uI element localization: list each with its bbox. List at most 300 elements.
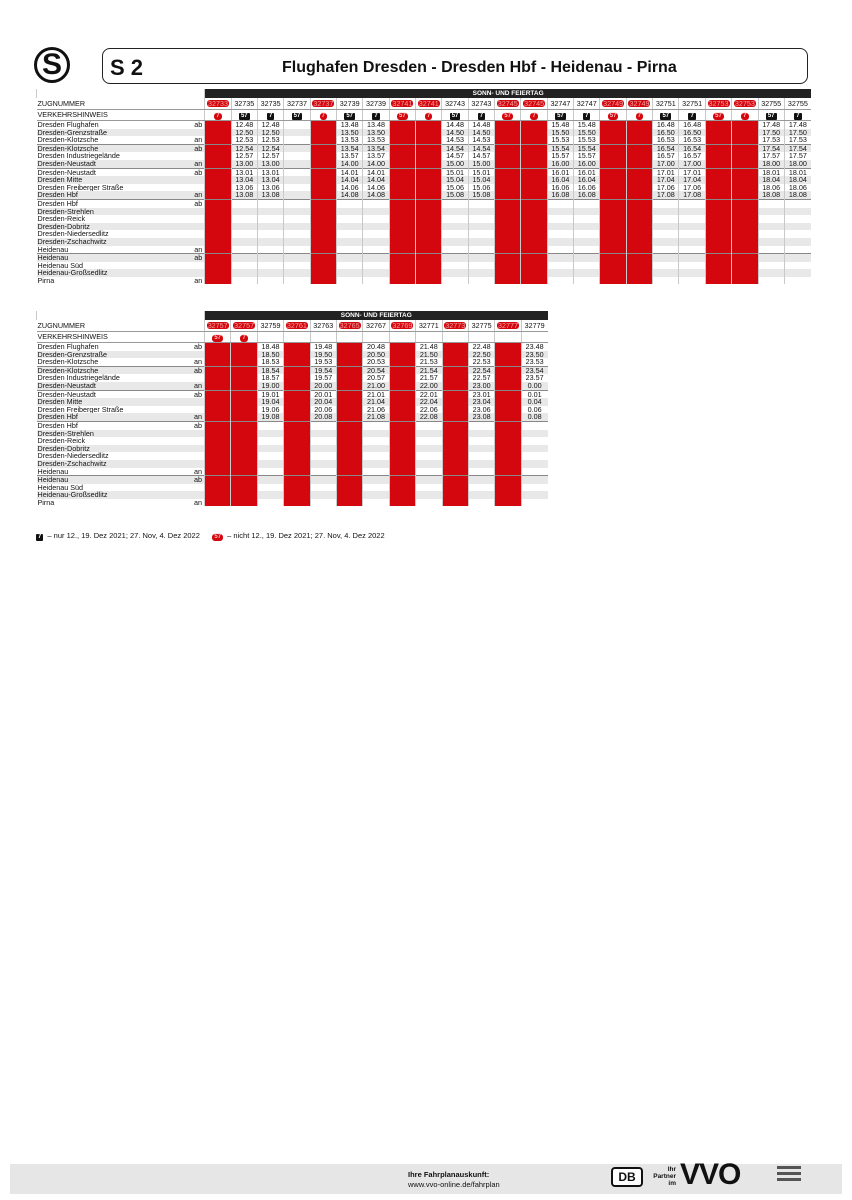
time-cell bbox=[758, 269, 784, 277]
time-cell bbox=[257, 460, 283, 468]
time-cell: 15.04 bbox=[442, 176, 468, 184]
time-cell bbox=[442, 437, 468, 445]
station-row bbox=[37, 406, 548, 414]
time-cell: 13.48 bbox=[363, 121, 389, 129]
train-number: 32749 bbox=[626, 98, 652, 110]
train-number: 32735 bbox=[231, 98, 257, 110]
time-cell bbox=[389, 406, 415, 414]
time-cell: 19.08 bbox=[257, 413, 283, 421]
arr-dep-marker: an bbox=[194, 245, 203, 254]
time-cell bbox=[231, 374, 257, 382]
note-badge: 57 bbox=[240, 112, 248, 119]
time-cell bbox=[495, 262, 521, 270]
time-cell bbox=[389, 484, 415, 492]
time-cell bbox=[521, 277, 547, 285]
time-cell bbox=[231, 421, 257, 429]
station-row bbox=[37, 437, 548, 445]
time-cell bbox=[521, 468, 547, 476]
time-cell bbox=[416, 254, 442, 262]
time-cell: 22.48 bbox=[468, 343, 494, 351]
train-number: 32745 bbox=[521, 98, 547, 110]
time-cell bbox=[284, 238, 310, 246]
time-cell bbox=[363, 421, 389, 429]
time-cell bbox=[231, 484, 257, 492]
time-cell bbox=[705, 246, 731, 254]
section-title: SONN- UND FEIERTAG bbox=[205, 311, 548, 320]
time-cell bbox=[205, 269, 231, 277]
note-badge: 7 bbox=[637, 112, 642, 119]
time-cell bbox=[653, 246, 679, 254]
time-cell bbox=[284, 406, 310, 414]
station-name: Dresden-Grenzstraße bbox=[37, 129, 177, 137]
time-cell bbox=[416, 484, 442, 492]
time-cell bbox=[495, 343, 521, 351]
time-cell bbox=[600, 277, 626, 285]
time-cell: 18.57 bbox=[257, 374, 283, 382]
time-cell bbox=[257, 452, 283, 460]
note-cell bbox=[521, 332, 547, 343]
time-cell bbox=[310, 460, 336, 468]
time-cell bbox=[468, 215, 494, 223]
station-row bbox=[37, 230, 812, 238]
time-cell bbox=[784, 199, 811, 207]
station-row bbox=[37, 358, 548, 366]
time-cell bbox=[468, 491, 494, 499]
time-cell bbox=[653, 262, 679, 270]
time-cell bbox=[574, 208, 600, 216]
time-cell bbox=[205, 437, 231, 445]
time-cell bbox=[231, 390, 257, 398]
time-cell: 20.57 bbox=[363, 374, 389, 382]
time-cell bbox=[284, 343, 310, 351]
time-cell bbox=[336, 468, 362, 476]
station-name: Heidenau bbox=[37, 467, 69, 476]
train-number: 32751 bbox=[679, 98, 705, 110]
time-cell bbox=[600, 191, 626, 199]
station-row bbox=[37, 144, 812, 152]
time-cell bbox=[626, 160, 652, 168]
time-cell bbox=[389, 246, 415, 254]
note-cell bbox=[310, 332, 336, 343]
time-cell bbox=[758, 238, 784, 246]
note-cell bbox=[574, 110, 600, 121]
time-cell bbox=[732, 160, 758, 168]
time-cell: 17.57 bbox=[758, 152, 784, 160]
time-cell: 13.48 bbox=[337, 121, 363, 129]
time-cell bbox=[495, 452, 521, 460]
time-cell bbox=[205, 366, 231, 374]
note-badge: 7 bbox=[532, 112, 536, 119]
time-cell bbox=[284, 413, 310, 421]
time-cell bbox=[758, 223, 784, 231]
time-cell: 15.48 bbox=[547, 121, 573, 129]
time-cell bbox=[205, 499, 231, 507]
time-cell bbox=[205, 374, 231, 382]
time-cell bbox=[574, 269, 600, 277]
arr-dep-marker bbox=[177, 398, 205, 406]
time-cell bbox=[363, 468, 389, 476]
time-cell bbox=[442, 421, 468, 429]
arr-dep-marker bbox=[177, 184, 205, 192]
time-cell bbox=[257, 215, 283, 223]
time-cell bbox=[205, 430, 231, 438]
time-cell bbox=[495, 277, 521, 285]
time-cell bbox=[337, 238, 363, 246]
time-cell bbox=[231, 491, 257, 499]
time-cell: 13.08 bbox=[231, 191, 257, 199]
note-cell bbox=[416, 332, 442, 343]
time-cell bbox=[495, 168, 521, 176]
time-cell bbox=[389, 499, 415, 507]
time-cell: 16.57 bbox=[653, 152, 679, 160]
time-cell bbox=[416, 246, 442, 254]
station-row bbox=[37, 491, 548, 499]
time-cell bbox=[310, 184, 336, 192]
station-row bbox=[37, 343, 548, 351]
station-name: Dresden Flughafen bbox=[37, 343, 177, 351]
note-cell bbox=[468, 110, 494, 121]
time-cell bbox=[442, 343, 468, 351]
time-cell bbox=[337, 262, 363, 270]
time-cell bbox=[626, 269, 652, 277]
time-cell: 19.04 bbox=[257, 398, 283, 406]
station-row bbox=[37, 413, 548, 421]
time-cell bbox=[231, 199, 257, 207]
arr-dep-marker bbox=[177, 430, 205, 438]
time-cell bbox=[468, 468, 494, 476]
time-cell bbox=[547, 269, 573, 277]
time-cell bbox=[205, 262, 231, 270]
time-cell bbox=[363, 208, 389, 216]
time-cell bbox=[679, 199, 705, 207]
time-cell bbox=[495, 152, 521, 160]
station-row bbox=[37, 499, 548, 507]
time-cell: 13.01 bbox=[257, 168, 283, 176]
time-cell: 23.04 bbox=[468, 398, 494, 406]
time-cell bbox=[205, 254, 231, 262]
time-cell bbox=[416, 230, 442, 238]
time-cell: 14.01 bbox=[337, 168, 363, 176]
time-cell: 15.08 bbox=[468, 191, 494, 199]
time-cell bbox=[547, 230, 573, 238]
time-cell: 13.53 bbox=[363, 136, 389, 144]
time-cell: 0.04 bbox=[521, 398, 547, 406]
time-cell bbox=[389, 168, 415, 176]
station-row bbox=[37, 254, 812, 262]
time-cell bbox=[389, 413, 415, 421]
arr-dep-marker bbox=[177, 452, 205, 460]
time-cell bbox=[600, 152, 626, 160]
time-cell: 17.54 bbox=[784, 144, 811, 152]
station-name: Dresden-Strehlen bbox=[37, 430, 177, 438]
time-cell bbox=[310, 476, 336, 484]
time-cell: 14.04 bbox=[363, 176, 389, 184]
note-label: VERKEHRSHINWEIS bbox=[37, 332, 205, 343]
time-cell bbox=[705, 238, 731, 246]
arr-dep-marker bbox=[177, 152, 205, 160]
time-cell: 13.54 bbox=[363, 144, 389, 152]
time-cell: 22.04 bbox=[416, 398, 442, 406]
station-name: Dresden-Neustadt bbox=[37, 168, 177, 176]
time-cell: 15.50 bbox=[574, 129, 600, 137]
note-cell bbox=[679, 110, 705, 121]
time-cell bbox=[495, 421, 521, 429]
arr-dep-marker: an bbox=[177, 413, 205, 421]
time-cell bbox=[521, 484, 547, 492]
time-cell bbox=[732, 223, 758, 231]
arr-dep-marker bbox=[177, 223, 205, 231]
time-cell bbox=[389, 152, 415, 160]
time-cell bbox=[231, 468, 257, 476]
time-cell bbox=[363, 223, 389, 231]
time-cell bbox=[416, 445, 442, 453]
time-cell bbox=[284, 168, 310, 176]
legend-code-1: 7 bbox=[38, 534, 42, 540]
time-cell bbox=[626, 254, 652, 262]
time-cell bbox=[257, 437, 283, 445]
note-badge: 7 bbox=[374, 112, 378, 119]
time-cell bbox=[205, 468, 231, 476]
time-cell bbox=[416, 144, 442, 152]
time-cell bbox=[705, 215, 731, 223]
time-cell bbox=[705, 136, 731, 144]
time-cell bbox=[495, 390, 521, 398]
time-cell bbox=[784, 223, 811, 231]
time-cell bbox=[284, 152, 310, 160]
time-cell bbox=[416, 129, 442, 137]
time-cell bbox=[495, 476, 521, 484]
time-cell bbox=[653, 254, 679, 262]
time-cell bbox=[389, 230, 415, 238]
time-cell bbox=[389, 445, 415, 453]
time-cell bbox=[732, 121, 758, 129]
time-cell bbox=[310, 468, 336, 476]
time-cell bbox=[257, 430, 283, 438]
time-cell bbox=[284, 144, 310, 152]
time-cell: 12.57 bbox=[231, 152, 257, 160]
time-cell bbox=[336, 476, 362, 484]
time-cell bbox=[521, 208, 547, 216]
time-cell bbox=[574, 246, 600, 254]
station-row bbox=[37, 238, 812, 246]
time-cell bbox=[231, 351, 257, 359]
time-cell: 21.04 bbox=[363, 398, 389, 406]
station-name: Dresden-Niedersedlitz bbox=[37, 230, 109, 238]
station-name: Heidenau-Großsedlitz bbox=[37, 269, 177, 277]
arr-dep-marker bbox=[177, 208, 205, 216]
time-cell bbox=[521, 254, 547, 262]
arr-dep-marker: ab bbox=[177, 390, 205, 398]
time-cell bbox=[600, 254, 626, 262]
station-row bbox=[37, 374, 548, 382]
time-cell: 23.50 bbox=[521, 351, 547, 359]
arr-dep-marker bbox=[177, 129, 205, 137]
time-cell bbox=[653, 199, 679, 207]
time-cell bbox=[600, 238, 626, 246]
time-cell: 16.04 bbox=[547, 176, 573, 184]
time-cell bbox=[495, 208, 521, 216]
time-cell bbox=[626, 144, 652, 152]
time-cell bbox=[600, 269, 626, 277]
footer-info-link[interactable]: www.vvo-online.de/fahrplan bbox=[408, 1180, 500, 1189]
time-cell bbox=[205, 144, 231, 152]
time-cell bbox=[310, 484, 336, 492]
time-cell bbox=[495, 351, 521, 359]
arr-dep-marker bbox=[177, 269, 205, 277]
time-cell bbox=[600, 176, 626, 184]
time-cell: 14.57 bbox=[468, 152, 494, 160]
time-cell bbox=[442, 223, 468, 231]
time-cell bbox=[205, 398, 231, 406]
station-name: Dresden Mitte bbox=[37, 176, 177, 184]
time-cell: 23.54 bbox=[521, 366, 547, 374]
note-cell bbox=[495, 110, 521, 121]
time-cell bbox=[468, 262, 494, 270]
time-cell bbox=[284, 129, 310, 137]
train-number: 32757 bbox=[205, 320, 231, 332]
time-cell bbox=[231, 499, 257, 507]
time-cell: 17.48 bbox=[758, 121, 784, 129]
time-cell bbox=[495, 406, 521, 414]
time-cell bbox=[389, 382, 415, 390]
legend-text-2: – nicht 12., 19. Dez 2021; 27. Nov, 4. Dez 2022 bbox=[225, 531, 385, 540]
time-cell: 18.50 bbox=[257, 351, 283, 359]
time-cell bbox=[416, 277, 442, 285]
time-cell: 18.08 bbox=[758, 191, 784, 199]
train-number: 32735 bbox=[257, 98, 283, 110]
time-cell bbox=[231, 413, 257, 421]
station-row bbox=[37, 366, 548, 374]
arr-dep-marker bbox=[177, 484, 205, 492]
train-number: 32749 bbox=[600, 98, 626, 110]
time-cell: 0.01 bbox=[521, 390, 547, 398]
time-cell bbox=[705, 262, 731, 270]
time-cell: 21.00 bbox=[363, 382, 389, 390]
time-cell: 19.50 bbox=[310, 351, 336, 359]
time-cell bbox=[389, 208, 415, 216]
time-cell: 15.06 bbox=[468, 184, 494, 192]
time-cell bbox=[336, 351, 362, 359]
time-cell: 21.57 bbox=[416, 374, 442, 382]
arr-dep-marker: an bbox=[177, 191, 205, 199]
time-cell bbox=[205, 358, 231, 366]
note-badge: 57 bbox=[504, 112, 512, 119]
station-name: Pirna bbox=[37, 276, 55, 285]
time-cell bbox=[336, 484, 362, 492]
time-cell bbox=[705, 254, 731, 262]
time-cell bbox=[310, 491, 336, 499]
time-cell bbox=[363, 484, 389, 492]
arr-dep-marker: ab bbox=[177, 421, 205, 429]
station-name: Dresden-Klotzsche bbox=[37, 144, 177, 152]
time-cell bbox=[363, 230, 389, 238]
note-badge: 57 bbox=[662, 112, 670, 119]
db-logo: DB bbox=[611, 1167, 643, 1187]
time-cell bbox=[389, 215, 415, 223]
route-title: Flughafen Dresden - Dresden Hbf - Heidenau - Pirna bbox=[282, 59, 677, 76]
time-cell bbox=[231, 406, 257, 414]
time-cell: 14.57 bbox=[442, 152, 468, 160]
arr-dep-marker: an bbox=[194, 358, 202, 367]
time-cell bbox=[521, 230, 547, 238]
station-name: Dresden-Reick bbox=[37, 437, 86, 445]
time-cell: 17.04 bbox=[653, 176, 679, 184]
time-cell bbox=[442, 215, 468, 223]
time-cell bbox=[205, 452, 231, 460]
time-cell bbox=[705, 191, 731, 199]
time-cell: 18.01 bbox=[758, 168, 784, 176]
time-cell bbox=[363, 254, 389, 262]
time-cell bbox=[442, 468, 468, 476]
station-name: Dresden Hbf bbox=[37, 421, 177, 429]
station-name: Dresden-Reick bbox=[37, 215, 86, 223]
time-cell bbox=[495, 437, 521, 445]
time-cell bbox=[416, 460, 442, 468]
time-cell bbox=[468, 452, 494, 460]
time-cell bbox=[521, 262, 547, 270]
time-cell: 16.54 bbox=[653, 144, 679, 152]
time-cell bbox=[521, 136, 547, 144]
time-cell: 12.48 bbox=[231, 121, 257, 129]
note-cell bbox=[442, 332, 468, 343]
time-cell bbox=[205, 176, 231, 184]
timetable-2 bbox=[36, 311, 548, 506]
time-cell: 23.48 bbox=[521, 343, 547, 351]
train-number: 32759 bbox=[257, 320, 283, 332]
time-cell bbox=[732, 277, 758, 285]
time-cell bbox=[284, 421, 310, 429]
time-cell bbox=[442, 406, 468, 414]
time-cell: 13.53 bbox=[337, 136, 363, 144]
station-name: Dresden Hbf bbox=[37, 199, 177, 207]
arr-dep-marker: an bbox=[194, 136, 203, 145]
note-badge: 57 bbox=[346, 112, 354, 119]
time-cell bbox=[416, 199, 442, 207]
note-cell bbox=[784, 110, 811, 121]
time-cell bbox=[205, 277, 231, 285]
time-cell bbox=[521, 246, 547, 254]
time-cell: 15.00 bbox=[442, 160, 468, 168]
note-badge: 57 bbox=[451, 112, 459, 119]
time-cell: 13.08 bbox=[257, 191, 283, 199]
time-cell bbox=[495, 184, 521, 192]
time-cell bbox=[231, 254, 257, 262]
station-row bbox=[37, 223, 812, 231]
time-cell: 16.53 bbox=[653, 136, 679, 144]
note-badge: 57 bbox=[399, 112, 406, 119]
time-cell bbox=[758, 215, 784, 223]
time-cell: 18.06 bbox=[758, 184, 784, 192]
time-cell: 15.53 bbox=[574, 136, 600, 144]
time-cell bbox=[416, 262, 442, 270]
time-cell bbox=[205, 476, 231, 484]
time-cell bbox=[284, 437, 310, 445]
time-cell bbox=[521, 144, 547, 152]
time-cell bbox=[600, 199, 626, 207]
note-cell bbox=[363, 332, 389, 343]
time-cell bbox=[784, 254, 811, 262]
time-cell bbox=[336, 430, 362, 438]
time-cell bbox=[600, 223, 626, 231]
time-cell bbox=[653, 215, 679, 223]
station-row bbox=[37, 468, 548, 476]
time-cell bbox=[310, 437, 336, 445]
arr-dep-marker: ab bbox=[177, 199, 205, 207]
time-cell bbox=[600, 230, 626, 238]
time-cell: 14.50 bbox=[468, 129, 494, 137]
time-cell bbox=[389, 238, 415, 246]
time-cell bbox=[389, 254, 415, 262]
